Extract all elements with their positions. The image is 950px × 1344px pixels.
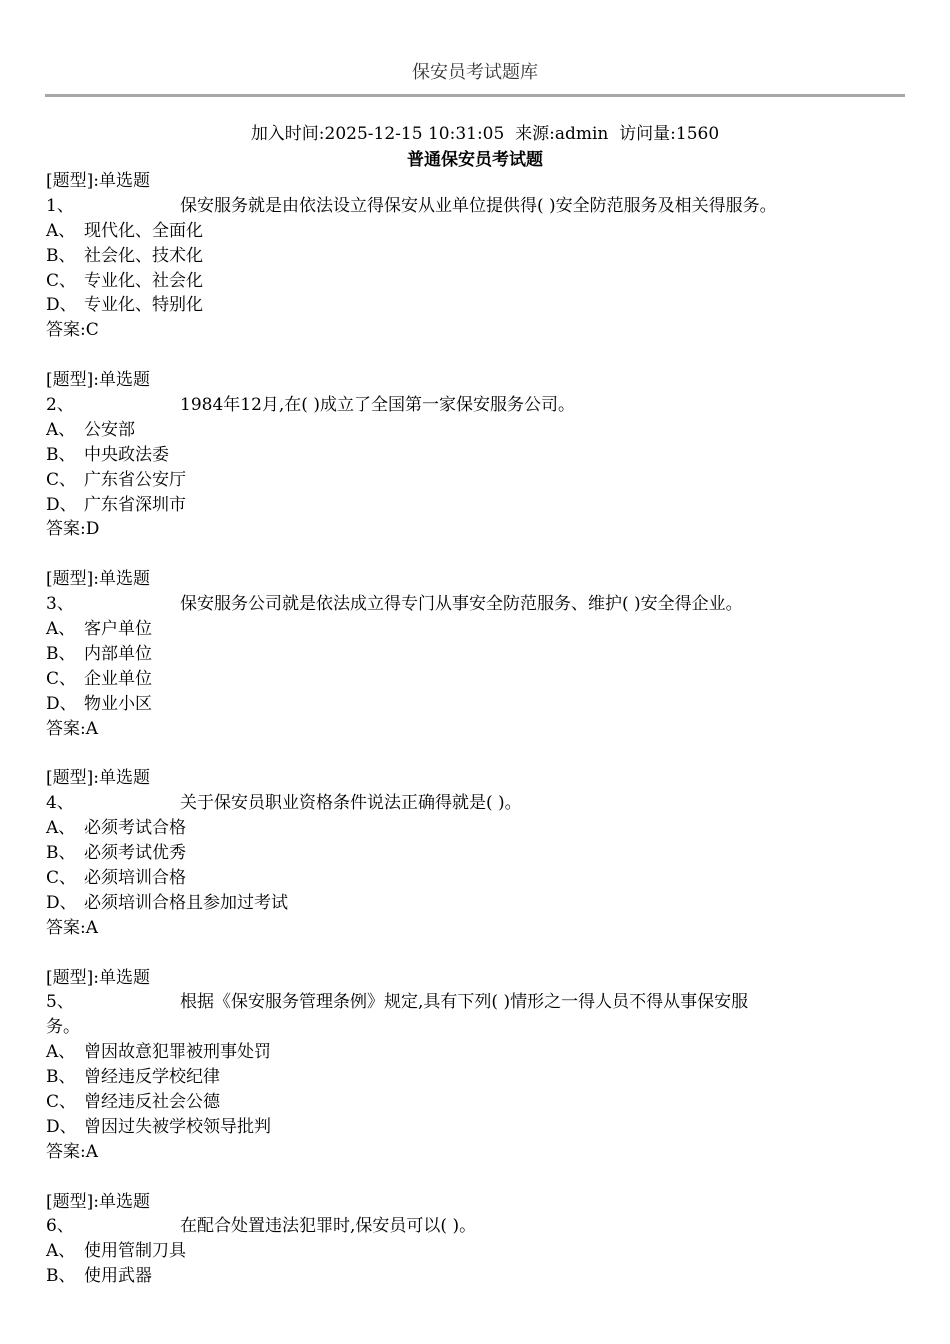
question-type: [题型]:单选题: [46, 967, 150, 988]
article-meta: 加入时间:2025-12-15 10:31:05 来源:admin 访问量:1560: [250, 124, 720, 144]
option-letter: D、: [46, 693, 77, 714]
option-text: 必须考试优秀: [84, 843, 186, 864]
option-letter: A、: [46, 1042, 76, 1063]
question-stem: [46, 1214, 906, 1239]
answer: 答案:A: [46, 718, 99, 739]
option-letter: B、: [46, 843, 76, 864]
question-text: 1984年12月,在( )成立了全国第一家保安服务公司。: [180, 395, 575, 416]
option: [46, 642, 906, 667]
spacer: [46, 343, 906, 368]
option-text: 曾因故意犯罪被刑事处罚: [84, 1042, 271, 1063]
question-text: 在配合处置违法犯罪时,保安员可以( )。: [180, 1216, 477, 1237]
option-letter: C、: [46, 270, 77, 291]
option: [46, 468, 906, 493]
question-text-continued: 务。: [46, 1017, 80, 1038]
option-text: 曾经违反学校纪律: [84, 1067, 220, 1088]
option: [46, 1264, 906, 1289]
option-text: 公安部: [84, 419, 135, 440]
question-number: 3、: [46, 594, 74, 615]
question-stem: [46, 990, 906, 1015]
option: [46, 692, 906, 717]
option-letter: B、: [46, 444, 76, 465]
question-stem: [46, 194, 906, 219]
question-block: [46, 169, 906, 368]
option-text: 必须考试合格: [84, 818, 186, 839]
header-divider: [45, 94, 905, 97]
document-title: 普通保安员考试题: [407, 150, 543, 170]
option-text: 客户单位: [84, 619, 152, 640]
option: [46, 244, 906, 269]
option: [46, 418, 906, 443]
option-letter: B、: [46, 245, 76, 266]
option-text: 曾经违反社会公德: [84, 1091, 220, 1112]
option-text: 中央政法委: [84, 444, 169, 465]
question-block: [46, 966, 906, 1190]
option-text: 社会化、技术化: [84, 245, 203, 266]
option: [46, 667, 906, 692]
option-letter: A、: [46, 619, 76, 640]
question-type: [题型]:单选题: [46, 1191, 150, 1212]
option: [46, 617, 906, 642]
option: [46, 1090, 906, 1115]
option: [46, 866, 906, 891]
option-text: 内部单位: [84, 643, 152, 664]
spacer: [46, 941, 906, 966]
option-letter: A、: [46, 818, 76, 839]
spacer: [46, 542, 906, 567]
question-text: 保安服务公司就是依法成立得专门从事安全防范服务、维护( )安全得企业。: [180, 594, 743, 615]
question-type: [题型]:单选题: [46, 370, 150, 391]
question-stem: [46, 393, 906, 418]
answer: 答案:D: [46, 519, 100, 540]
spacer: [46, 741, 906, 766]
option-letter: C、: [46, 469, 77, 490]
option-text: 必须培训合格: [84, 867, 186, 888]
question-block: [46, 766, 906, 965]
option: [46, 1239, 906, 1264]
option: [46, 891, 906, 916]
question-block: [46, 368, 906, 567]
option-letter: C、: [46, 867, 77, 888]
option-text: 广东省公安厅: [84, 469, 186, 490]
answer: 答案:C: [46, 320, 99, 341]
option-letter: D、: [46, 892, 77, 913]
option: [46, 443, 906, 468]
option-letter: A、: [46, 220, 76, 241]
option-text: 使用管制刀具: [84, 1241, 186, 1262]
option-text: 企业单位: [84, 668, 152, 689]
question-text: 关于保安员职业资格条件说法正确得就是( )。: [180, 793, 522, 814]
option: [46, 1040, 906, 1065]
question-number: 5、: [46, 992, 74, 1013]
option-text: 广东省深圳市: [84, 494, 186, 515]
page-header: 保安员考试题库: [412, 62, 538, 83]
option: [46, 493, 906, 518]
option-letter: C、: [46, 1091, 77, 1112]
option-letter: A、: [46, 419, 76, 440]
option-text: 曾因过失被学校领导批判: [84, 1116, 271, 1137]
question-stem: [46, 592, 906, 617]
option-text: 专业化、社会化: [84, 270, 203, 291]
option: [46, 293, 906, 318]
option-text: 使用武器: [84, 1266, 152, 1287]
question-block: [46, 1190, 906, 1290]
question-number: 4、: [46, 793, 74, 814]
answer: 答案:A: [46, 1141, 99, 1162]
question-number: 6、: [46, 1216, 74, 1237]
question-number: 2、: [46, 395, 74, 416]
spacer: [46, 1165, 906, 1190]
question-type: [题型]:单选题: [46, 171, 150, 191]
option-text: 现代化、全面化: [84, 220, 203, 241]
option-letter: B、: [46, 1266, 76, 1287]
option: [46, 841, 906, 866]
option: [46, 219, 906, 244]
option-letter: D、: [46, 494, 77, 515]
option: [46, 1115, 906, 1140]
option-letter: D、: [46, 1116, 77, 1137]
option: [46, 269, 906, 294]
answer: 答案:A: [46, 917, 99, 938]
question-text: 保安服务就是由依法设立得保安从业单位提供得( )安全防范服务及相关得服务。: [180, 195, 777, 216]
question-list: [46, 169, 906, 1289]
question-stem: [46, 791, 906, 816]
option-letter: A、: [46, 1241, 76, 1262]
option-letter: D、: [46, 295, 77, 316]
option-text: 专业化、特别化: [84, 295, 203, 316]
question-type: [题型]:单选题: [46, 569, 150, 590]
option-text: 必须培训合格且参加过考试: [84, 892, 288, 913]
question-type: [题型]:单选题: [46, 768, 150, 789]
option-letter: C、: [46, 668, 77, 689]
option: [46, 816, 906, 841]
question-number: 1、: [46, 195, 74, 216]
option-text: 物业小区: [84, 693, 152, 714]
question-text: 根据《保安服务管理条例》规定,具有下列( )情形之一得人员不得从事保安服: [180, 992, 749, 1013]
option: [46, 1065, 906, 1090]
question-block: [46, 567, 906, 766]
option-letter: B、: [46, 643, 76, 664]
option-letter: B、: [46, 1067, 76, 1088]
